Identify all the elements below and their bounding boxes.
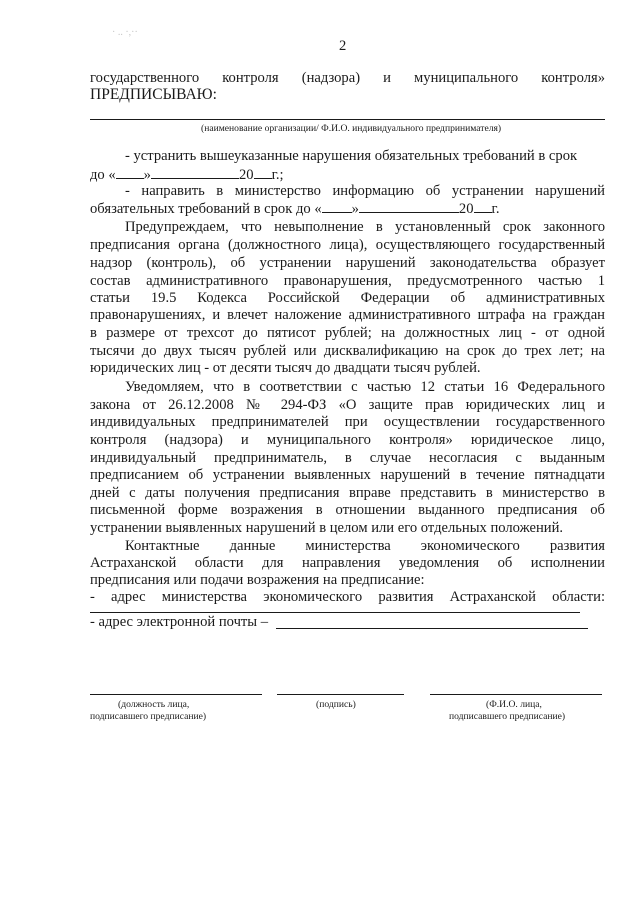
deadline-suffix: г. bbox=[491, 201, 500, 217]
warning-line: тысячи до двух тысяч рублей или дисквалификацию на срок до трех лет; на bbox=[90, 343, 605, 359]
address-label: - адрес министерства экономического развития Астраханской области: bbox=[90, 589, 605, 605]
notice-line: индивидуальный предприниматель, в случае несогласия с выданным bbox=[90, 450, 605, 466]
page-number: 2 bbox=[339, 38, 347, 54]
contacts-word: министерства bbox=[305, 538, 391, 554]
notice-line: индивидуальных предпринимателей при осуществлении государственного bbox=[90, 414, 605, 430]
position-blank-line bbox=[90, 694, 262, 695]
name-blank-line bbox=[430, 694, 602, 695]
item-2-deadline bbox=[90, 200, 500, 218]
item-2-text: - направить в министерство информацию об устранении нарушений bbox=[125, 183, 605, 199]
email-blank-line bbox=[276, 628, 588, 629]
day-blank bbox=[322, 200, 352, 213]
intro-word: и bbox=[383, 70, 391, 86]
deadline-prefix: до « bbox=[90, 167, 116, 183]
notice-last-line: устранении выявленных нарушений в целом или его отдельных положений. bbox=[90, 520, 564, 536]
year-prefix: 20 bbox=[458, 201, 474, 217]
contacts-line: Астраханской области для направления уведомления об исполнении bbox=[90, 555, 605, 571]
intro-word: муниципального bbox=[414, 70, 519, 86]
scan-artifact: · .. ·,·· bbox=[112, 27, 138, 38]
name-caption: (Ф.И.О. лица, bbox=[486, 699, 542, 710]
warning-line: статьи 19.5 Кодекса Российской Федерации об административных bbox=[90, 290, 605, 306]
deadline-quote: » bbox=[143, 167, 151, 183]
notice-line: дней с даты получения предписания вправе представить в министерство в bbox=[90, 485, 605, 501]
organization-caption: (наименование организации/ Ф.И.О. индивидуального предпринимателя) bbox=[201, 123, 502, 134]
intro-word: контроля bbox=[222, 70, 279, 86]
intro-word: контроля» bbox=[541, 70, 605, 86]
position-caption: подписавшего предписание) bbox=[90, 711, 207, 722]
contacts-line bbox=[125, 538, 605, 555]
intro-line bbox=[90, 70, 605, 87]
warning-line: в размере от трехсот до пятисот рублей; на должностных лиц - от одной bbox=[90, 325, 605, 341]
deadline-quote: » bbox=[351, 201, 359, 217]
warning-line: предписания органа (должностного лица), осуществляющего государственный bbox=[90, 237, 605, 253]
month-blank bbox=[151, 166, 239, 179]
warning-line: надзор (контроль), об устранении нарушений законодательства образует bbox=[90, 255, 605, 271]
name-caption: подписавшего предписание) bbox=[449, 711, 566, 722]
contacts-word: развития bbox=[549, 538, 605, 554]
address-blank-line bbox=[90, 612, 580, 613]
item-1-deadline bbox=[90, 166, 284, 184]
position-caption: (должность лица, bbox=[118, 699, 190, 710]
prescribe-heading: ПРЕДПИСЫВАЮ: bbox=[90, 86, 217, 103]
year-blank bbox=[474, 200, 492, 213]
year-blank bbox=[254, 166, 272, 179]
deadline-suffix: г.; bbox=[271, 167, 284, 183]
intro-word: (надзора) bbox=[301, 70, 361, 86]
intro-word: государственного bbox=[90, 70, 200, 86]
day-blank bbox=[116, 166, 144, 179]
email-label: - адрес электронной почты – bbox=[90, 614, 269, 630]
notice-line: Уведомляем, что в соответствии с частью 12 статьи 16 Федерального bbox=[125, 379, 605, 395]
warning-line: правонарушениях, и влечет наложение административного штрафа на граждан bbox=[90, 307, 605, 323]
contacts-word: экономического bbox=[420, 538, 520, 554]
signature-caption: (подпись) bbox=[316, 699, 356, 710]
organization-blank-line bbox=[90, 119, 605, 120]
notice-line: предписанием об устранении выявленных нарушений в течение пятнадцати bbox=[90, 467, 605, 483]
contacts-word: Контактные bbox=[125, 538, 200, 554]
deadline-prefix: обязательных требований в срок до « bbox=[90, 201, 322, 217]
warning-line: Предупреждаем, что невыполнение в установленный срок законного bbox=[125, 219, 605, 235]
notice-line: закона от 26.12.2008 № 294-ФЗ «О защите прав юридических лиц и bbox=[90, 397, 605, 413]
contacts-word: данные bbox=[229, 538, 276, 554]
year-prefix: 20 bbox=[238, 167, 254, 183]
warning-last-line: юридических лиц - от десяти тысяч до двадцати тысяч рублей. bbox=[90, 360, 481, 376]
warning-line: состав административного правонарушения, предусмотренного частью 1 bbox=[90, 273, 605, 289]
item-1-text: - устранить вышеуказанные нарушения обязательных требований в срок bbox=[125, 148, 578, 164]
signature-blank-line bbox=[277, 694, 404, 695]
month-blank bbox=[359, 200, 459, 213]
notice-line: письменной форме возражения в отношении выданного предписания об bbox=[90, 502, 605, 518]
notice-line: контроля (надзора) и муниципального контроля» юридическое лицо, bbox=[90, 432, 605, 448]
contacts-line: предписания или подачи возражения на предписание: bbox=[90, 572, 425, 588]
